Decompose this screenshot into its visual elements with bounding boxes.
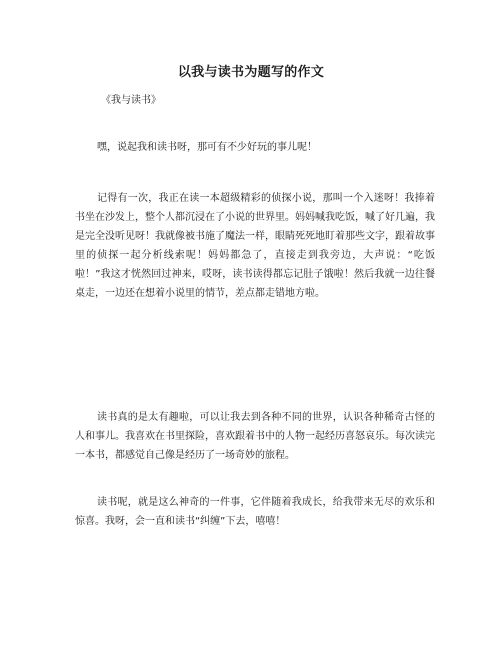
document-subtitle: 《我与读书》 <box>101 95 161 106</box>
paragraph-3: 读书真的是太有趣啦，可以让我去到各种不同的世界，认识各种稀奇古怪的人和事儿。我喜欢在书里探险，喜欢跟着书中的人物一起经历喜怒哀乐。每次读完一本书，都感觉自己像是经历了一场奇妙的旅程。 <box>75 412 435 461</box>
paragraph-4: 读书呢，就是这么神奇的一件事，它伴随着我成长，给我带来无尽的欢乐和惊喜。我呀，会一直和读书“纠缠”下去，嘻嘻！ <box>75 497 435 527</box>
paragraph-1: 嘿，说起我和读书呀，那可有不少好玩的事儿呢！ <box>97 142 317 153</box>
paragraph-2: 记得有一次，我正在读一本超级精彩的侦探小说，那叫一个入迷呀！我捧着书坐在沙发上，整个人都沉浸在了小说的世界里。妈妈喊我吃饭，喊了好几遍，我是完全没听见呀！我就像被书施了魔法一样，眼睛死死地盯着那些文字，跟着故事里的侦探一起分析线索呢！妈妈都急了，直接走到我旁边，大声说：“吃饭啦！”我这才恍然回过神来，哎呀，读书读得都忘记肚子饿啦！然后我就一边往餐桌走，一边还在想着小说里的情节，差点都走错地方啦。 <box>75 193 435 299</box>
document-title: 以我与读书为题写的作文 <box>177 65 325 80</box>
